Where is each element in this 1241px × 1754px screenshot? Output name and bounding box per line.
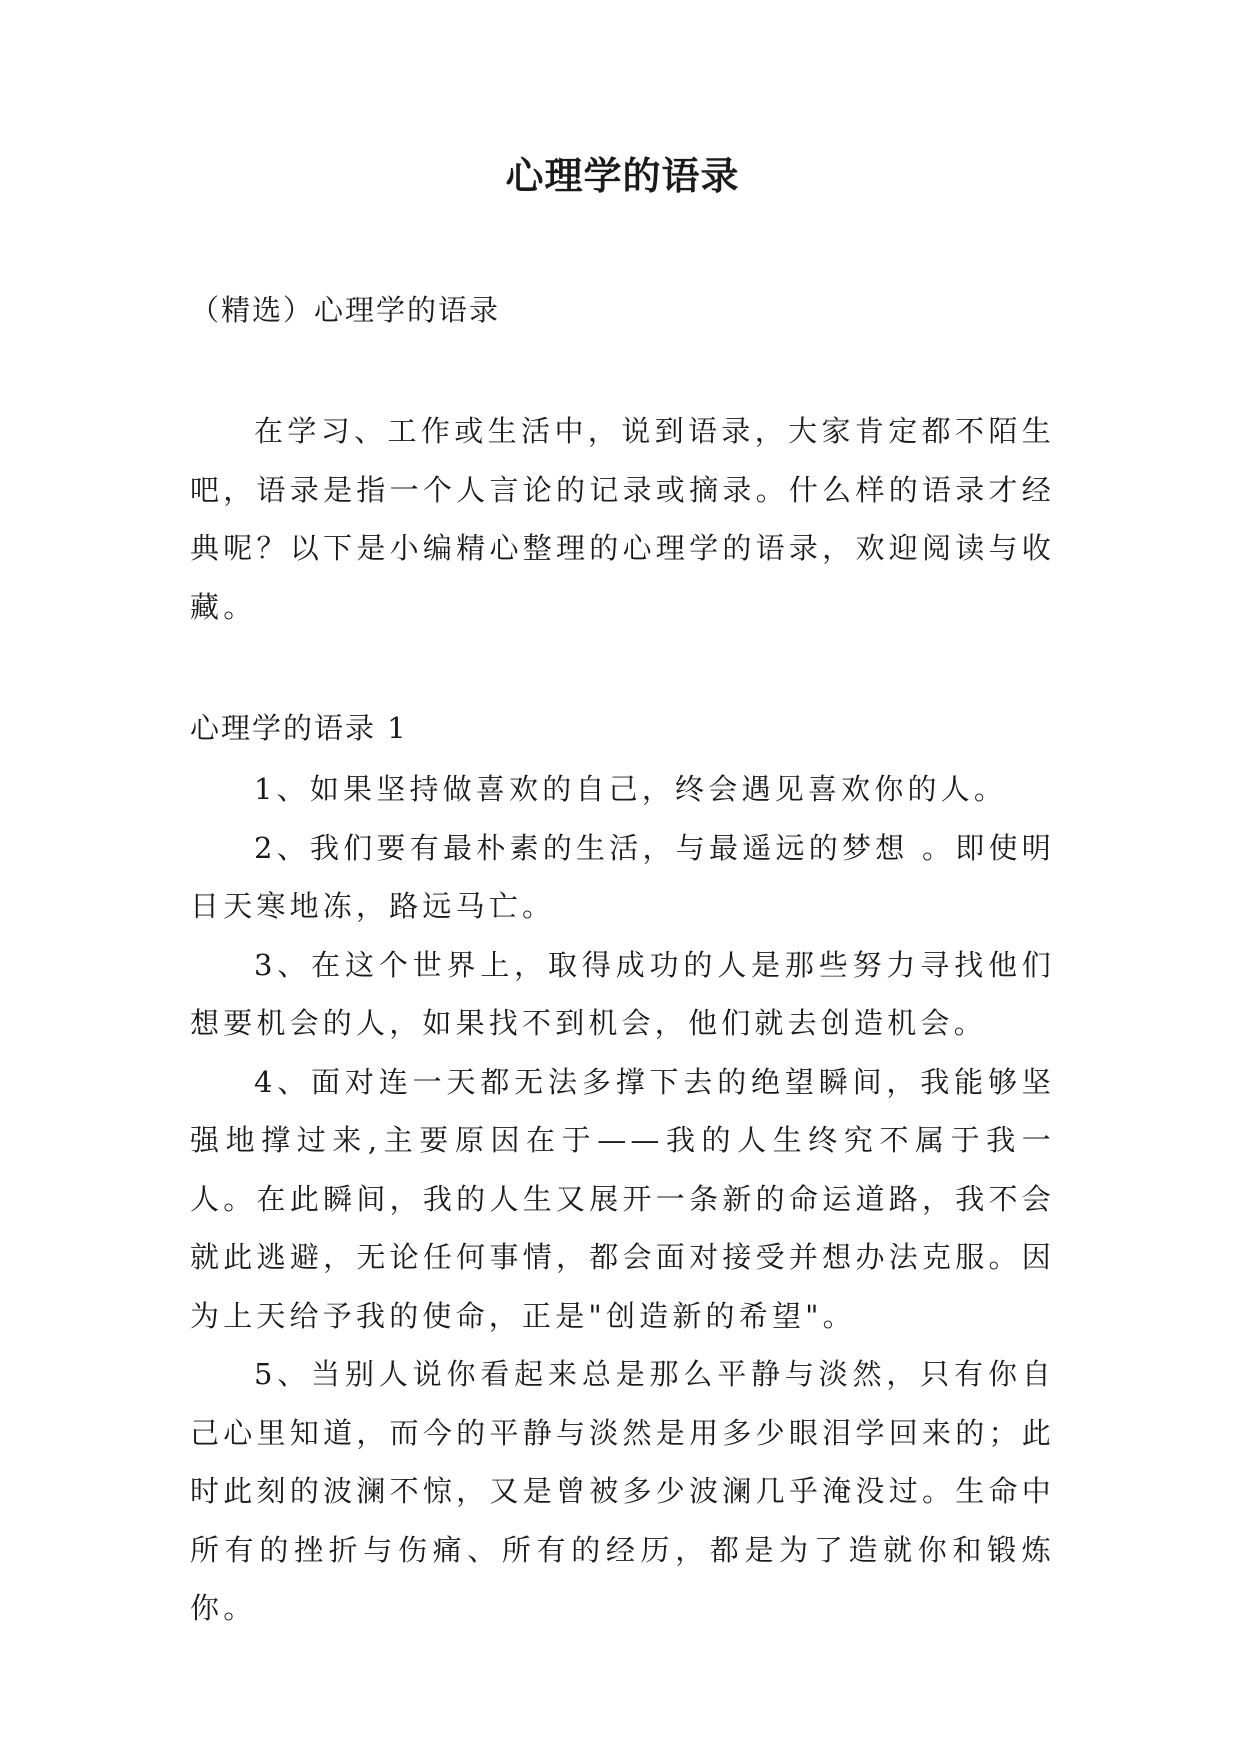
intro-paragraph: 在学习、工作或生活中，说到语录，大家肯定都不陌生吧，语录是指一个人言论的记录或摘录。什么样的语录才经典呢？以下是小编精心整理的心理学的语录，欢迎阅读与收藏。	[190, 414, 1055, 624]
section-heading: 心理学的语录 1	[190, 711, 408, 745]
quote-item-3: 3、在这个世界上，取得成功的人是那些努力寻找他们想要机会的人，如果找不到机会，他们就去创造机会。	[190, 947, 1055, 1040]
document-title: 心理学的语录	[505, 153, 740, 198]
document-subtitle: （精选）心理学的语录	[190, 293, 501, 327]
quote-item-1: 1、如果坚持做喜欢的自己，终会遇见喜欢你的人。	[254, 772, 1008, 806]
document-page	[190, 0, 1055, 1754]
quote-item-2: 2、我们要有最朴素的生活，与最遥远的梦想 。即使明日天寒地冻，路远马亡。	[190, 830, 1055, 923]
quote-list	[190, 760, 1055, 1638]
quote-item-4: 4、面对连一天都无法多撑下去的绝望瞬间，我能够坚强地撑过来,主要原因在于——我的人生终究不属于我一人。在此瞬间，我的人生又展开一条新的命运道路，我不会就此逃避，无论任何事情，都会面对接受并想办法克服。因为上天给予我的使命，正是"创造新的希望"。	[190, 1064, 1055, 1333]
quote-item-5: 5、当别人说你看起来总是那么平静与淡然，只有你自己心里知道，而今的平静与淡然是用多少眼泪学回来的；此时此刻的波澜不惊，又是曾被多少波澜几乎淹没过。生命中所有的挫折与伤痛、所有的经历，都是为了造就你和锻炼你。	[190, 1357, 1055, 1625]
